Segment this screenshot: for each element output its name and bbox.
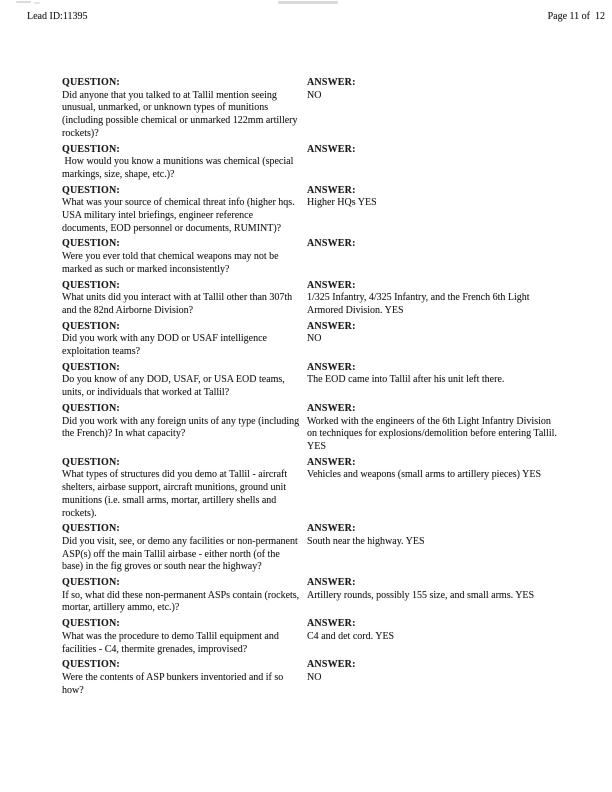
answer-cell bbox=[307, 185, 560, 210]
question-label: QUESTION: bbox=[62, 238, 120, 250]
scan-speck-icon bbox=[16, 1, 31, 3]
answer-cell bbox=[307, 577, 560, 602]
question-text: What units did you interact with at Tallil other than 307th and the 82nd Airborne Division? bbox=[62, 292, 295, 316]
qa-row bbox=[62, 238, 562, 276]
answer-text: Higher HQs YES bbox=[307, 197, 377, 209]
question-cell bbox=[62, 362, 307, 400]
page-number: Page 11 of 12 bbox=[547, 11, 605, 22]
answer-cell bbox=[307, 77, 560, 102]
qa-row bbox=[62, 577, 562, 615]
qa-row bbox=[62, 77, 562, 141]
answer-cell bbox=[307, 457, 560, 482]
question-text: What was the procedure to demo Tallil equipment and facilities - C4, thermite grenades, improvised? bbox=[62, 630, 282, 655]
qa-row bbox=[62, 185, 562, 236]
answer-label: ANSWER: bbox=[307, 77, 356, 88]
question-label: QUESTION: bbox=[62, 659, 120, 671]
question-label: QUESTION: bbox=[62, 143, 120, 155]
answer-label: ANSWER: bbox=[307, 184, 356, 196]
answer-cell bbox=[307, 144, 560, 157]
answer-label: ANSWER: bbox=[307, 456, 356, 468]
qa-row bbox=[62, 618, 562, 656]
question-cell bbox=[62, 403, 307, 441]
answer-label: ANSWER: bbox=[307, 143, 356, 155]
qa-row bbox=[62, 280, 562, 318]
question-label: QUESTION: bbox=[62, 402, 120, 414]
qa-row bbox=[62, 321, 562, 359]
answer-text: NO bbox=[307, 89, 322, 101]
qa-row bbox=[62, 659, 562, 697]
answer-label: ANSWER: bbox=[307, 402, 356, 414]
question-label: QUESTION: bbox=[62, 184, 120, 196]
answer-label: ANSWER: bbox=[307, 361, 356, 373]
answer-label: ANSWER: bbox=[307, 279, 356, 291]
question-label: QUESTION: bbox=[62, 77, 120, 88]
scan-speck-icon bbox=[34, 2, 40, 4]
question-text: What was your source of chemical threat info (higher hqs. USA military intel briefings, engineer reference documents, EOD personnel or documents, RUMINT)? bbox=[62, 197, 298, 234]
question-label: QUESTION: bbox=[62, 279, 120, 291]
answer-label: ANSWER: bbox=[307, 523, 356, 535]
qa-row bbox=[62, 403, 562, 454]
answer-cell bbox=[307, 362, 560, 387]
answer-label: ANSWER: bbox=[307, 618, 356, 630]
question-label: QUESTION: bbox=[62, 320, 120, 332]
answer-label: ANSWER: bbox=[307, 238, 356, 250]
answer-label: ANSWER: bbox=[307, 320, 356, 332]
question-text: Did anyone that you talked to at Tallil mention seeing unusual, unmarked, or unknown types of munitions (including possible chemical or unmarked 122mm artillery rockets)? bbox=[62, 89, 300, 139]
question-cell bbox=[62, 523, 307, 574]
answer-label: ANSWER: bbox=[307, 577, 356, 589]
question-cell bbox=[62, 618, 307, 656]
question-cell bbox=[62, 321, 307, 359]
question-text: If so, what did these non-permanent ASPs contain (rockets, mortar, artillery ammo, etc.)? bbox=[62, 589, 302, 614]
qa-row bbox=[62, 457, 562, 521]
answer-text: Vehicles and weapons (small arms to artillery pieces) YES bbox=[307, 469, 542, 481]
question-label: QUESTION: bbox=[62, 577, 120, 589]
question-text: Were the contents of ASP bunkers inventoried and if so how? bbox=[62, 671, 286, 696]
answer-cell bbox=[307, 523, 560, 548]
answer-text: 1/325 Infantry, 4/325 Infantry, and the French 6th Light Armored Division. YES bbox=[307, 292, 532, 316]
question-text: What types of structures did you demo at Tallil - aircraft shelters, airbase support, aircraft munitions, ground unit munitions (i.e. small arms, mortar, artillery shells and rockets). bbox=[62, 469, 290, 519]
question-text: Did you work with any foreign units of any type (including the French)? In what capacity? bbox=[62, 415, 302, 440]
question-cell bbox=[62, 457, 307, 521]
answer-label: ANSWER: bbox=[307, 659, 356, 671]
qa-row bbox=[62, 523, 562, 574]
qa-row bbox=[62, 144, 562, 182]
qa-row bbox=[62, 362, 562, 400]
question-cell bbox=[62, 238, 307, 276]
lead-id: Lead ID:11395 bbox=[27, 11, 88, 22]
answer-text: NO bbox=[307, 333, 322, 345]
answer-cell bbox=[307, 403, 560, 454]
answer-text: Worked with the engineers of the 6th Light Infantry Division on techniques for explosions/demolition before entering Tallil. YES bbox=[307, 415, 560, 452]
answer-text: Artillery rounds, possibly 155 size, and small arms. YES bbox=[307, 589, 535, 601]
answer-cell bbox=[307, 238, 560, 251]
question-label: QUESTION: bbox=[62, 361, 120, 373]
question-text: Did you visit, see, or demo any facilities or non-permanent ASP(s) off the main Tallil airbase - either north (of the base) in the fig groves or south near the highway? bbox=[62, 535, 300, 573]
qa-list bbox=[62, 77, 562, 700]
question-text: Did you work with any DOD or USAF intelligence exploitation teams? bbox=[62, 333, 270, 358]
question-text: How would you know a munitions was chemical (special markings, size, shape, etc.)? bbox=[62, 156, 296, 180]
answer-text: South near the highway. YES bbox=[307, 535, 425, 547]
question-label: QUESTION: bbox=[62, 523, 120, 535]
question-cell bbox=[62, 659, 307, 697]
question-cell bbox=[62, 144, 307, 182]
question-label: QUESTION: bbox=[62, 618, 120, 630]
answer-cell bbox=[307, 280, 560, 318]
question-text: Do you know of any DOD, USAF, or USA EOD teams, units, or individuals that worked at Tallil? bbox=[62, 374, 288, 399]
answer-text: C4 and det cord. YES bbox=[307, 630, 395, 642]
question-text: Were you ever told that chemical weapons may not be marked as such or marked inconsistently? bbox=[62, 251, 282, 275]
answer-text: The EOD came into Tallil after his unit left there. bbox=[307, 374, 505, 386]
answer-text: NO bbox=[307, 671, 322, 683]
question-cell bbox=[62, 280, 307, 318]
scan-smudge-icon bbox=[278, 1, 338, 4]
question-label: QUESTION: bbox=[62, 456, 120, 468]
answer-cell bbox=[307, 659, 560, 684]
answer-cell bbox=[307, 321, 560, 346]
answer-cell bbox=[307, 618, 560, 643]
question-cell bbox=[62, 77, 307, 141]
question-cell bbox=[62, 577, 307, 615]
question-cell bbox=[62, 185, 307, 236]
